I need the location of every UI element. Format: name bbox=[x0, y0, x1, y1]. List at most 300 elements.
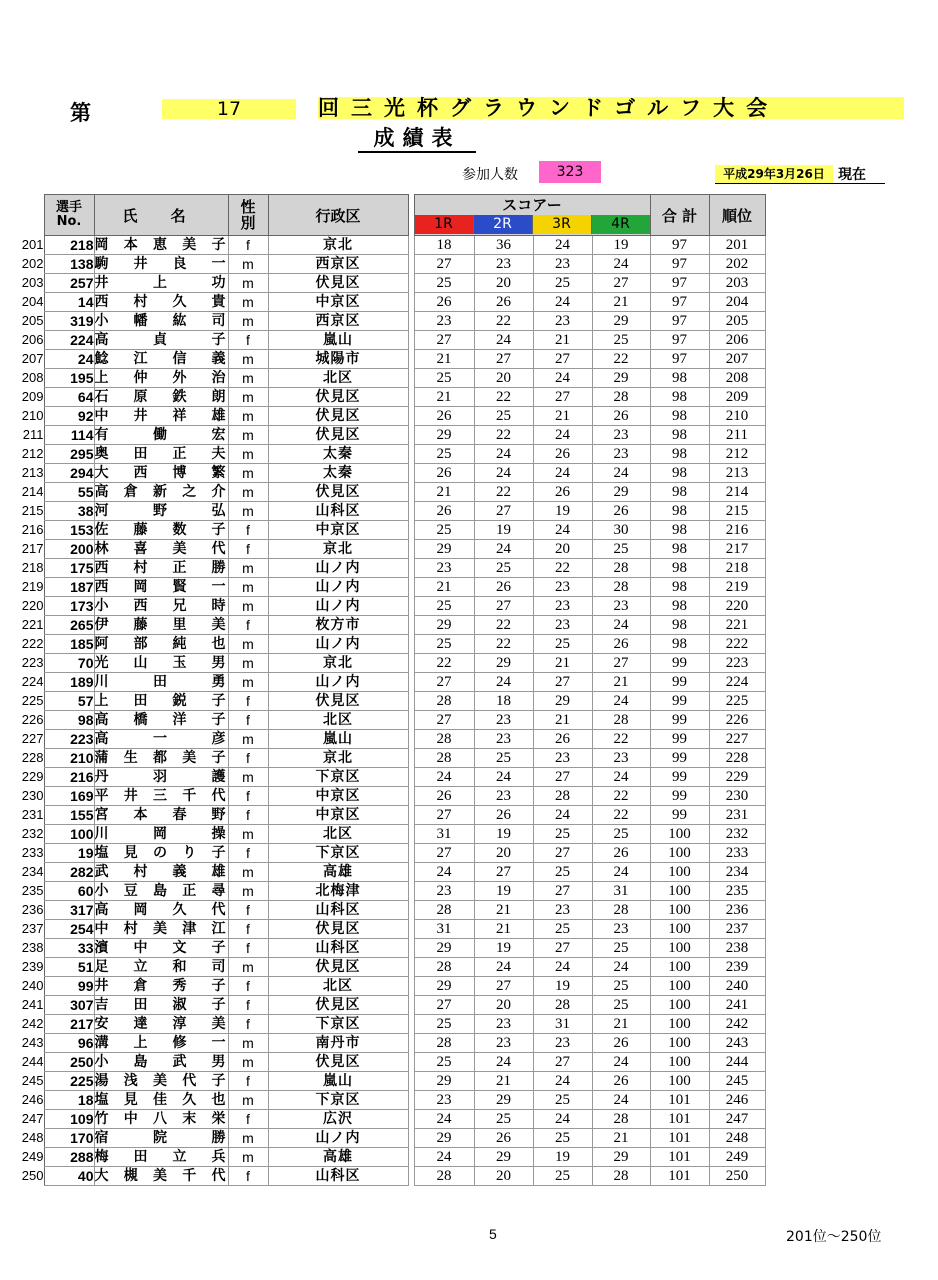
rank: 221 bbox=[709, 616, 765, 635]
rank: 225 bbox=[709, 692, 765, 711]
table-row bbox=[12, 350, 765, 369]
rank: 217 bbox=[709, 540, 765, 559]
score-1r: 26 bbox=[414, 787, 474, 806]
score-2r: 20 bbox=[474, 996, 533, 1015]
player-no: 60 bbox=[44, 882, 94, 901]
rank: 206 bbox=[709, 331, 765, 350]
score-3r: 24 bbox=[533, 1110, 592, 1129]
score-4r: 21 bbox=[592, 673, 650, 692]
score-1r: 31 bbox=[414, 920, 474, 939]
total: 99 bbox=[650, 673, 709, 692]
row-index: 230 bbox=[21, 788, 44, 803]
row-index: 246 bbox=[21, 1092, 44, 1107]
sex: f bbox=[228, 1110, 268, 1129]
score-3r: 24 bbox=[533, 236, 592, 255]
player-no: 57 bbox=[44, 692, 94, 711]
player-no: 155 bbox=[44, 806, 94, 825]
table-row bbox=[12, 1015, 765, 1034]
player-name: 奥田正夫 bbox=[94, 446, 228, 462]
total: 97 bbox=[650, 293, 709, 312]
row-index: 208 bbox=[21, 370, 44, 385]
score-3r: 21 bbox=[533, 654, 592, 673]
sex: m bbox=[228, 578, 268, 597]
table-row bbox=[12, 882, 765, 901]
title-dai: 第 bbox=[70, 101, 91, 125]
score-1r: 28 bbox=[414, 730, 474, 749]
table-row bbox=[12, 977, 765, 996]
player-no: 18 bbox=[44, 1091, 94, 1110]
row-index: 235 bbox=[21, 883, 44, 898]
row-index: 250 bbox=[21, 1168, 44, 1183]
table-row bbox=[12, 711, 765, 730]
district: 伏見区 bbox=[268, 274, 408, 293]
sex: f bbox=[228, 806, 268, 825]
table-row bbox=[12, 236, 765, 255]
sex: f bbox=[228, 920, 268, 939]
score-1r: 29 bbox=[414, 540, 474, 559]
score-2r: 26 bbox=[474, 293, 533, 312]
district: 下京区 bbox=[268, 768, 408, 787]
score-4r: 26 bbox=[592, 1034, 650, 1053]
sex: m bbox=[228, 502, 268, 521]
row-index: 227 bbox=[21, 731, 44, 746]
table-header bbox=[12, 195, 765, 236]
player-no: 210 bbox=[44, 749, 94, 768]
player-name: 井上功 bbox=[94, 275, 228, 291]
player-no: 173 bbox=[44, 597, 94, 616]
district: 山ノ内 bbox=[268, 673, 408, 692]
total: 101 bbox=[650, 1129, 709, 1148]
score-1r: 23 bbox=[414, 312, 474, 331]
score-3r: 24 bbox=[533, 464, 592, 483]
score-1r: 25 bbox=[414, 1015, 474, 1034]
sex: m bbox=[228, 635, 268, 654]
district: 北区 bbox=[268, 977, 408, 996]
score-1r: 25 bbox=[414, 369, 474, 388]
total: 98 bbox=[650, 559, 709, 578]
total: 100 bbox=[650, 939, 709, 958]
score-1r: 25 bbox=[414, 274, 474, 293]
district: 山ノ内 bbox=[268, 578, 408, 597]
rank: 215 bbox=[709, 502, 765, 521]
score-4r: 23 bbox=[592, 920, 650, 939]
score-4r: 21 bbox=[592, 1015, 650, 1034]
score-3r: 21 bbox=[533, 711, 592, 730]
score-4r: 31 bbox=[592, 882, 650, 901]
table-row bbox=[12, 502, 765, 521]
score-2r: 27 bbox=[474, 977, 533, 996]
score-4r: 25 bbox=[592, 825, 650, 844]
sex: f bbox=[228, 331, 268, 350]
score-2r: 20 bbox=[474, 844, 533, 863]
player-no: 225 bbox=[44, 1072, 94, 1091]
player-no: 187 bbox=[44, 578, 94, 597]
total: 100 bbox=[650, 844, 709, 863]
rank: 248 bbox=[709, 1129, 765, 1148]
score-2r: 21 bbox=[474, 920, 533, 939]
player-name: 岡本恵美子 bbox=[94, 237, 228, 253]
score-4r: 25 bbox=[592, 996, 650, 1015]
score-4r: 29 bbox=[592, 312, 650, 331]
score-2r: 21 bbox=[474, 901, 533, 920]
player-no: 195 bbox=[44, 369, 94, 388]
score-2r: 23 bbox=[474, 1015, 533, 1034]
player-no: 175 bbox=[44, 559, 94, 578]
district: 北区 bbox=[268, 369, 408, 388]
score-2r: 27 bbox=[474, 350, 533, 369]
score-4r: 28 bbox=[592, 1167, 650, 1186]
rank: 213 bbox=[709, 464, 765, 483]
score-1r: 27 bbox=[414, 844, 474, 863]
score-4r: 29 bbox=[592, 369, 650, 388]
player-no: 189 bbox=[44, 673, 94, 692]
score-2r: 29 bbox=[474, 654, 533, 673]
row-index: 232 bbox=[21, 826, 44, 841]
score-4r: 23 bbox=[592, 426, 650, 445]
rank: 220 bbox=[709, 597, 765, 616]
player-name: 西村久貴 bbox=[94, 294, 228, 310]
sex: m bbox=[228, 1034, 268, 1053]
score-1r: 29 bbox=[414, 616, 474, 635]
total: 99 bbox=[650, 692, 709, 711]
player-name: 丹羽護 bbox=[94, 769, 228, 785]
table-row bbox=[12, 464, 765, 483]
player-no: 24 bbox=[44, 350, 94, 369]
score-1r: 25 bbox=[414, 521, 474, 540]
table-row bbox=[12, 578, 765, 597]
player-no: 250 bbox=[44, 1053, 94, 1072]
sex: f bbox=[228, 236, 268, 255]
sex: m bbox=[228, 1091, 268, 1110]
table-row bbox=[12, 901, 765, 920]
sex: m bbox=[228, 350, 268, 369]
score-2r: 18 bbox=[474, 692, 533, 711]
total: 98 bbox=[650, 502, 709, 521]
row-index: 243 bbox=[21, 1035, 44, 1050]
sex: m bbox=[228, 597, 268, 616]
player-name: 小豆島正尋 bbox=[94, 883, 228, 899]
row-index: 236 bbox=[21, 902, 44, 917]
total: 99 bbox=[650, 749, 709, 768]
score-1r: 23 bbox=[414, 882, 474, 901]
rank: 209 bbox=[709, 388, 765, 407]
total: 100 bbox=[650, 920, 709, 939]
district: 京北 bbox=[268, 540, 408, 559]
score-2r: 24 bbox=[474, 331, 533, 350]
player-no: 92 bbox=[44, 407, 94, 426]
score-3r: 27 bbox=[533, 673, 592, 692]
score-4r: 26 bbox=[592, 844, 650, 863]
score-3r: 23 bbox=[533, 578, 592, 597]
score-2r: 29 bbox=[474, 1091, 533, 1110]
sex: f bbox=[228, 1015, 268, 1034]
score-4r: 24 bbox=[592, 1091, 650, 1110]
district: 伏見区 bbox=[268, 483, 408, 502]
score-3r: 23 bbox=[533, 1034, 592, 1053]
score-4r: 25 bbox=[592, 540, 650, 559]
score-3r: 27 bbox=[533, 844, 592, 863]
sex: f bbox=[228, 1167, 268, 1186]
sex: f bbox=[228, 939, 268, 958]
score-1r: 26 bbox=[414, 407, 474, 426]
player-no: 218 bbox=[44, 236, 94, 255]
sex: m bbox=[228, 426, 268, 445]
score-3r: 24 bbox=[533, 293, 592, 312]
rank: 246 bbox=[709, 1091, 765, 1110]
player-no: 109 bbox=[44, 1110, 94, 1129]
player-no: 70 bbox=[44, 654, 94, 673]
sex: m bbox=[228, 825, 268, 844]
sex: m bbox=[228, 464, 268, 483]
rank: 245 bbox=[709, 1072, 765, 1091]
total: 98 bbox=[650, 445, 709, 464]
score-1r: 21 bbox=[414, 483, 474, 502]
sex: f bbox=[228, 540, 268, 559]
score-2r: 24 bbox=[474, 768, 533, 787]
score-2r: 24 bbox=[474, 958, 533, 977]
player-name: 駒井良一 bbox=[94, 256, 228, 272]
player-name: 高一彦 bbox=[94, 731, 228, 747]
player-name: 川岡操 bbox=[94, 826, 228, 842]
rank: 229 bbox=[709, 768, 765, 787]
player-name: 高貞子 bbox=[94, 332, 228, 348]
total: 98 bbox=[650, 483, 709, 502]
player-name: 足立和司 bbox=[94, 959, 228, 975]
table-row bbox=[12, 1110, 765, 1129]
round-headers bbox=[415, 215, 650, 234]
sex: f bbox=[228, 711, 268, 730]
row-index: 219 bbox=[21, 579, 44, 594]
score-3r: 25 bbox=[533, 274, 592, 293]
sex: f bbox=[228, 844, 268, 863]
score-3r: 25 bbox=[533, 920, 592, 939]
sex: m bbox=[228, 958, 268, 977]
player-name: 上田鋭子 bbox=[94, 693, 228, 709]
sex: m bbox=[228, 369, 268, 388]
table-row bbox=[12, 692, 765, 711]
table-row bbox=[12, 293, 765, 312]
total: 98 bbox=[650, 388, 709, 407]
score-3r: 26 bbox=[533, 483, 592, 502]
player-name: 伊藤里美 bbox=[94, 617, 228, 633]
sex: m bbox=[228, 882, 268, 901]
table-row bbox=[12, 597, 765, 616]
player-name: 大槻美千代 bbox=[94, 1168, 228, 1184]
total: 100 bbox=[650, 901, 709, 920]
district: 中京区 bbox=[268, 787, 408, 806]
total: 100 bbox=[650, 863, 709, 882]
score-1r: 18 bbox=[414, 236, 474, 255]
table-row bbox=[12, 1148, 765, 1167]
player-name: 佐藤数子 bbox=[94, 522, 228, 538]
score-2r: 22 bbox=[474, 635, 533, 654]
score-2r: 27 bbox=[474, 863, 533, 882]
total: 97 bbox=[650, 274, 709, 293]
score-4r: 19 bbox=[592, 236, 650, 255]
player-no: 153 bbox=[44, 521, 94, 540]
player-no: 319 bbox=[44, 312, 94, 331]
row-index: 222 bbox=[21, 636, 44, 651]
total: 97 bbox=[650, 331, 709, 350]
table-row bbox=[12, 654, 765, 673]
player-name: 安達淳美 bbox=[94, 1016, 228, 1032]
total: 98 bbox=[650, 464, 709, 483]
table-row bbox=[12, 635, 765, 654]
player-name: 梅田立兵 bbox=[94, 1149, 228, 1165]
player-no: 55 bbox=[44, 483, 94, 502]
total: 100 bbox=[650, 1034, 709, 1053]
score-2r: 26 bbox=[474, 806, 533, 825]
row-index: 216 bbox=[21, 522, 44, 537]
sex: f bbox=[228, 749, 268, 768]
score-1r: 24 bbox=[414, 1110, 474, 1129]
score-4r: 24 bbox=[592, 255, 650, 274]
rank: 202 bbox=[709, 255, 765, 274]
score-4r: 24 bbox=[592, 692, 650, 711]
score-3r: 22 bbox=[533, 559, 592, 578]
score-4r: 21 bbox=[592, 293, 650, 312]
score-3r: 19 bbox=[533, 502, 592, 521]
rank: 227 bbox=[709, 730, 765, 749]
score-4r: 24 bbox=[592, 863, 650, 882]
player-name: 西岡賢一 bbox=[94, 579, 228, 595]
score-4r: 28 bbox=[592, 578, 650, 597]
score-3r: 28 bbox=[533, 787, 592, 806]
score-2r: 24 bbox=[474, 464, 533, 483]
score-4r: 22 bbox=[592, 730, 650, 749]
player-no: 99 bbox=[44, 977, 94, 996]
player-no: 40 bbox=[44, 1167, 94, 1186]
row-index: 223 bbox=[21, 655, 44, 670]
sex: f bbox=[228, 616, 268, 635]
score-3r: 25 bbox=[533, 825, 592, 844]
score-title: スコアー bbox=[502, 196, 562, 214]
score-2r: 20 bbox=[474, 369, 533, 388]
score-3r: 27 bbox=[533, 882, 592, 901]
player-no: 307 bbox=[44, 996, 94, 1015]
total: 99 bbox=[650, 787, 709, 806]
player-name: 大西博繁 bbox=[94, 465, 228, 481]
score-4r: 22 bbox=[592, 787, 650, 806]
district: 太秦 bbox=[268, 445, 408, 464]
score-1r: 28 bbox=[414, 901, 474, 920]
total: 101 bbox=[650, 1091, 709, 1110]
score-1r: 31 bbox=[414, 825, 474, 844]
player-name: 高岡久代 bbox=[94, 902, 228, 918]
sex: m bbox=[228, 274, 268, 293]
total: 100 bbox=[650, 958, 709, 977]
row-index: 239 bbox=[21, 959, 44, 974]
district: 伏見区 bbox=[268, 407, 408, 426]
score-3r: 23 bbox=[533, 616, 592, 635]
district: 西京区 bbox=[268, 255, 408, 274]
score-4r: 25 bbox=[592, 331, 650, 350]
rank: 250 bbox=[709, 1167, 765, 1186]
district: 山ノ内 bbox=[268, 597, 408, 616]
score-3r: 21 bbox=[533, 407, 592, 426]
score-1r: 25 bbox=[414, 1053, 474, 1072]
participants-label: 参加人数 bbox=[462, 167, 518, 183]
player-no: 169 bbox=[44, 787, 94, 806]
district: 嵐山 bbox=[268, 1072, 408, 1091]
district: 伏見区 bbox=[268, 920, 408, 939]
total: 98 bbox=[650, 597, 709, 616]
score-2r: 20 bbox=[474, 1167, 533, 1186]
district: 京北 bbox=[268, 654, 408, 673]
score-4r: 22 bbox=[592, 350, 650, 369]
table-row bbox=[12, 749, 765, 768]
total: 98 bbox=[650, 616, 709, 635]
rank: 228 bbox=[709, 749, 765, 768]
score-4r: 26 bbox=[592, 502, 650, 521]
score-2r: 24 bbox=[474, 1053, 533, 1072]
district: 西京区 bbox=[268, 312, 408, 331]
total: 98 bbox=[650, 521, 709, 540]
district-header: 行政区 bbox=[268, 195, 408, 236]
title-row bbox=[70, 97, 840, 123]
score-2r: 19 bbox=[474, 939, 533, 958]
total: 98 bbox=[650, 635, 709, 654]
score-3r: 28 bbox=[533, 996, 592, 1015]
district: 高雄 bbox=[268, 863, 408, 882]
district: 山ノ内 bbox=[268, 635, 408, 654]
player-no: 288 bbox=[44, 1148, 94, 1167]
player-name: 西村正勝 bbox=[94, 560, 228, 576]
table-row bbox=[12, 1129, 765, 1148]
score-4r: 23 bbox=[592, 749, 650, 768]
score-2r: 22 bbox=[474, 483, 533, 502]
round-1-header: 1R bbox=[415, 215, 473, 234]
score-1r: 29 bbox=[414, 426, 474, 445]
rank: 211 bbox=[709, 426, 765, 445]
player-no: 282 bbox=[44, 863, 94, 882]
row-index: 211 bbox=[22, 427, 44, 442]
rank: 218 bbox=[709, 559, 765, 578]
total: 99 bbox=[650, 711, 709, 730]
player-no: 185 bbox=[44, 635, 94, 654]
table-row bbox=[12, 1167, 765, 1186]
score-2r: 23 bbox=[474, 711, 533, 730]
score-3r: 24 bbox=[533, 369, 592, 388]
player-name: 武村義雄 bbox=[94, 864, 228, 880]
score-1r: 26 bbox=[414, 464, 474, 483]
rank: 235 bbox=[709, 882, 765, 901]
score-4r: 26 bbox=[592, 1072, 650, 1091]
score-3r: 26 bbox=[533, 730, 592, 749]
score-3r: 19 bbox=[533, 977, 592, 996]
player-no: 170 bbox=[44, 1129, 94, 1148]
total: 99 bbox=[650, 806, 709, 825]
sex: f bbox=[228, 1072, 268, 1091]
district: 山科区 bbox=[268, 502, 408, 521]
date-underline bbox=[715, 183, 885, 184]
table-row bbox=[12, 407, 765, 426]
total: 100 bbox=[650, 882, 709, 901]
score-3r: 24 bbox=[533, 426, 592, 445]
score-3r: 26 bbox=[533, 445, 592, 464]
rank: 222 bbox=[709, 635, 765, 654]
total: 100 bbox=[650, 825, 709, 844]
score-4r: 24 bbox=[592, 958, 650, 977]
row-index: 249 bbox=[21, 1149, 44, 1164]
total: 97 bbox=[650, 350, 709, 369]
row-index: 229 bbox=[21, 769, 44, 784]
score-1r: 25 bbox=[414, 445, 474, 464]
rank: 219 bbox=[709, 578, 765, 597]
player-name: 蒲生都美子 bbox=[94, 750, 228, 766]
player-name: 高橋洋子 bbox=[94, 712, 228, 728]
as-of-suffix: 現在 bbox=[838, 167, 866, 183]
